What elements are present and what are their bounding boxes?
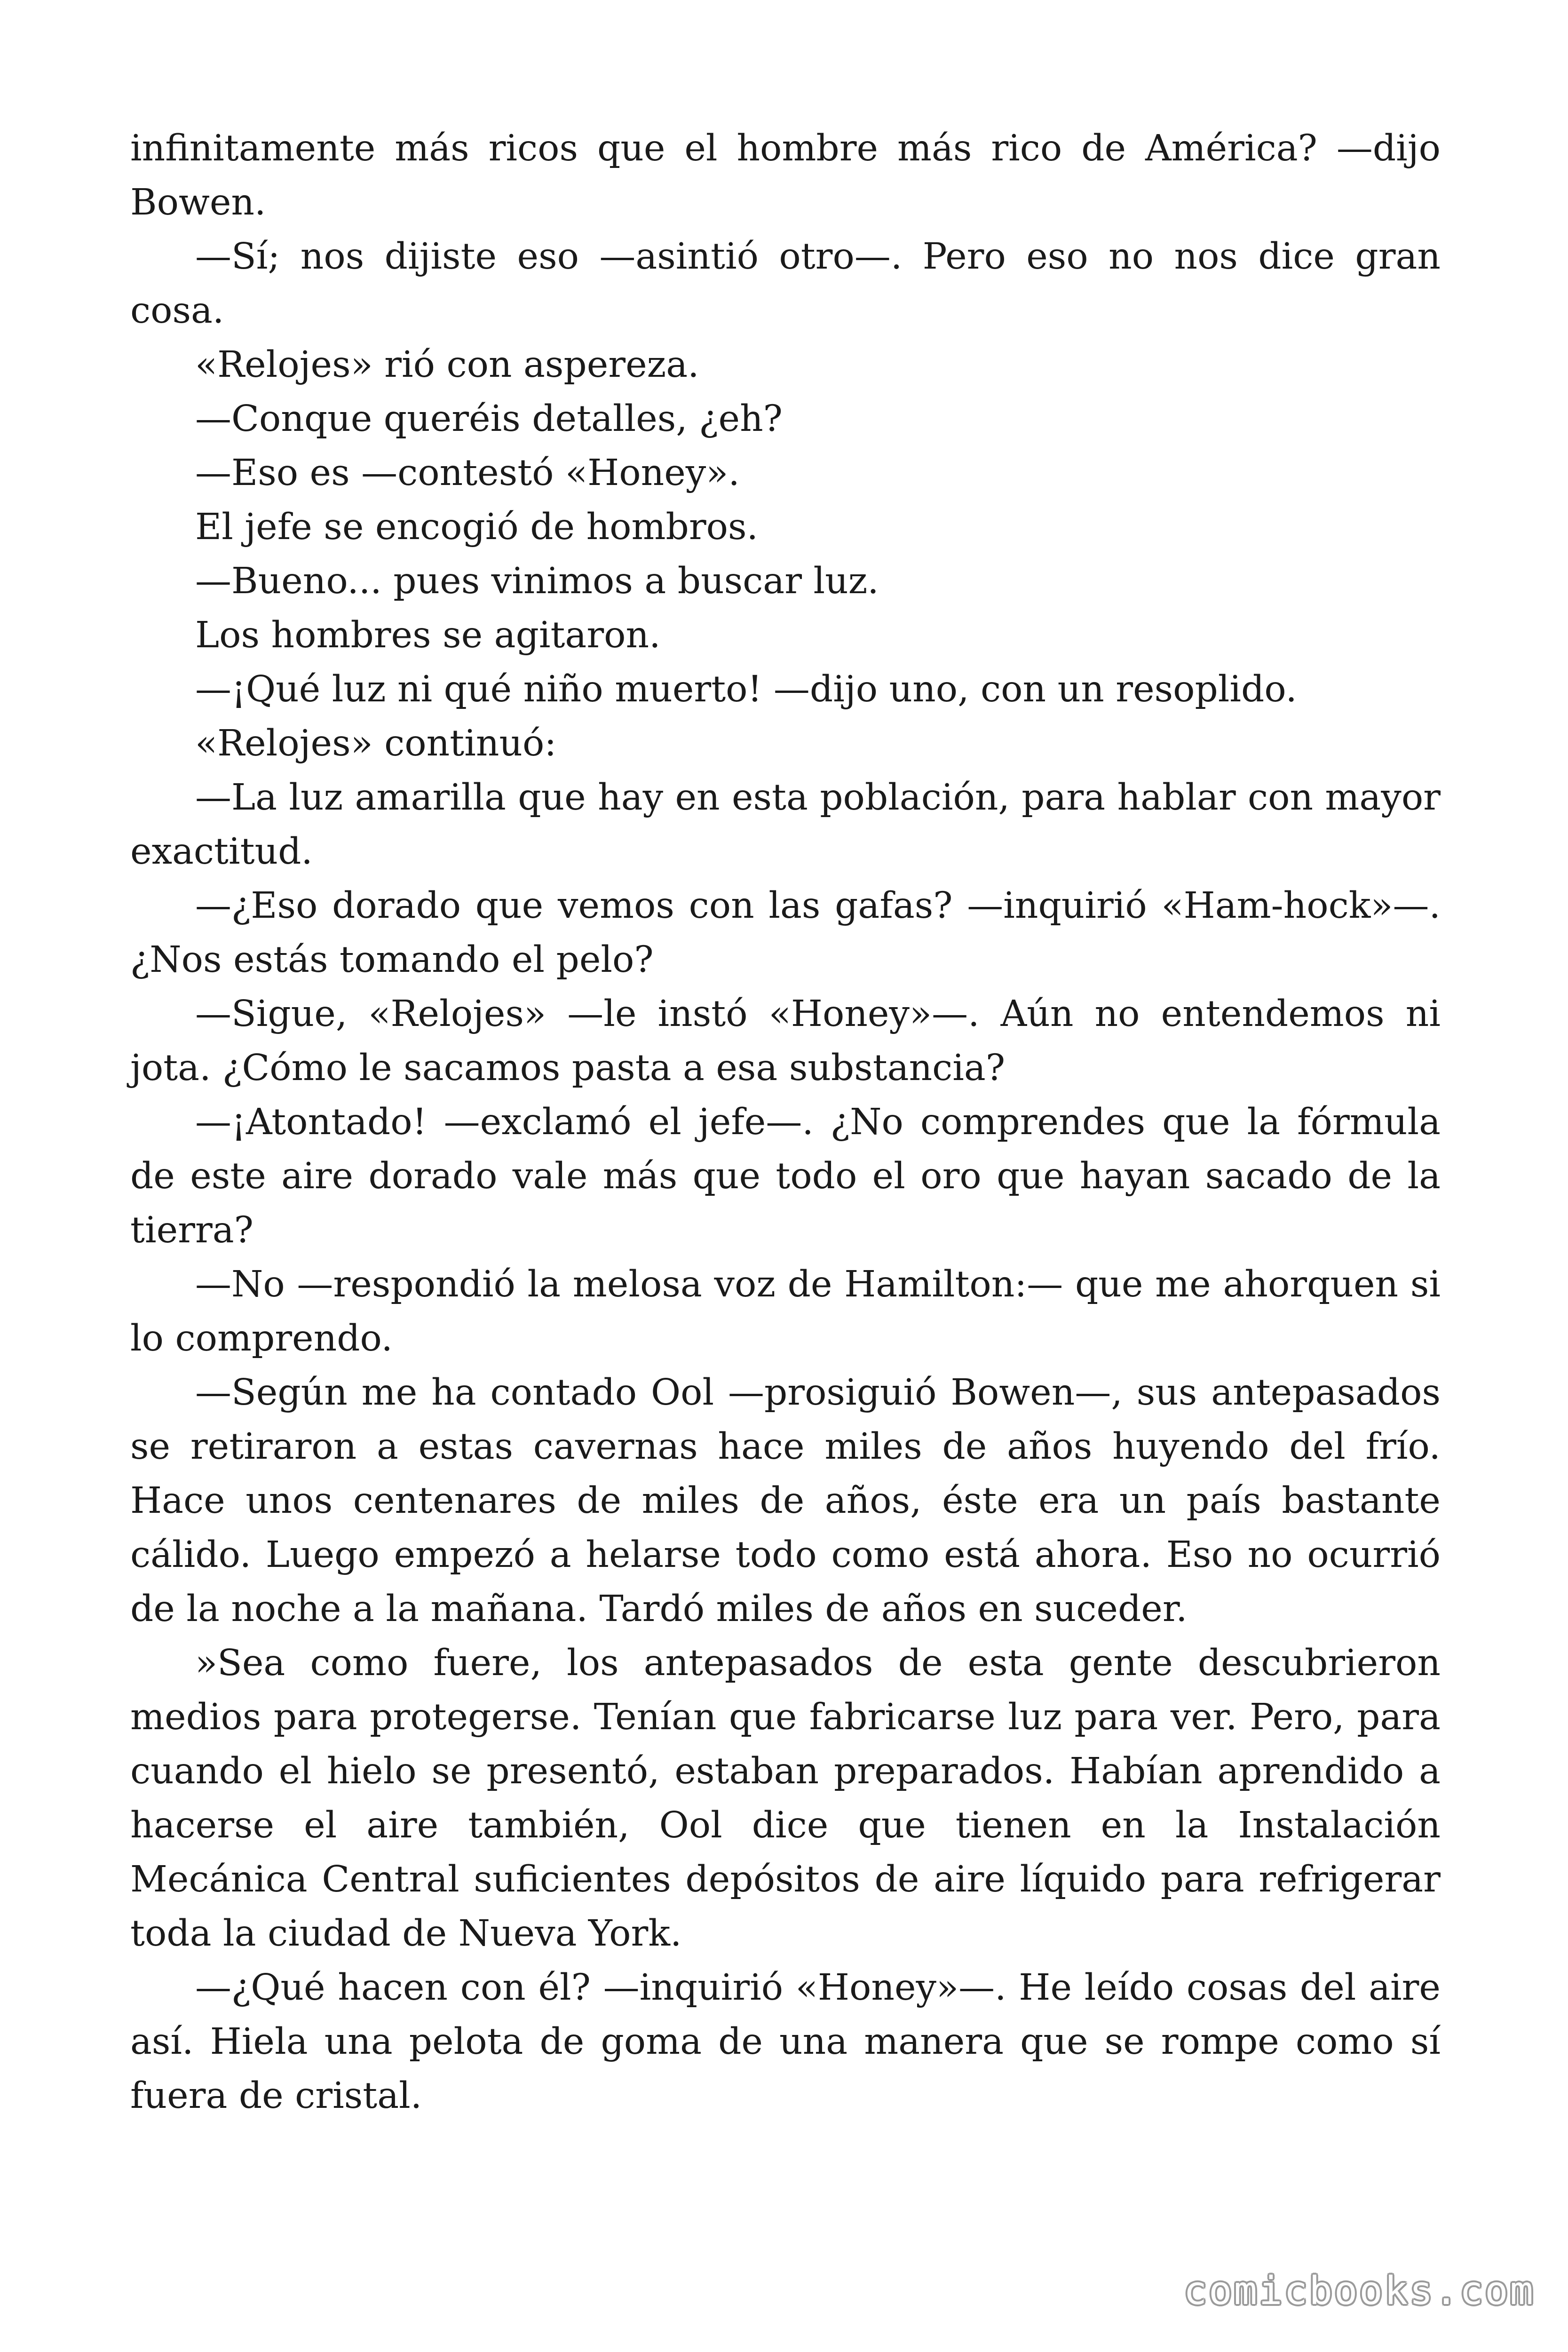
paragraph: —Según me ha contado Ool —prosiguió Bowen—, sus antepasados se retiraron a estas cavernas hace miles de años huyendo del frío. Hace unos centenares de miles de años, éste era un país bastante cálido. Luego empezó a helarse todo como está ahora. Eso no ocurrió de la noche a la mañana. Tardó miles de años en suceder. bbox=[130, 1372, 1441, 1630]
watermark: comicbooks.com bbox=[1183, 2269, 1535, 2313]
paragraph: El jefe se encogió de hombros. bbox=[195, 506, 758, 548]
paragraph: —¡Qué luz ni qué niño muerto! —dijo uno, con un resoplido. bbox=[195, 668, 1297, 710]
paragraph: —¿Eso dorado que vemos con las gafas? —inquirió «Ham-hock»—. ¿Nos estás tomando el pelo? bbox=[130, 885, 1441, 981]
paragraph: —Sigue, «Relojes» —le instó «Honey»—. Aún no entendemos ni jota. ¿Cómo le sacamos pasta a esa substancia? bbox=[130, 993, 1441, 1089]
paragraph: »Sea como fuere, los antepasados de esta gente descubrieron medios para protegerse. Tenían que fabricarse luz para ver. Pero, para cuando el hielo se presentó, estaban preparados. Habían aprendido a hacerse el aire también, Ool dice que tienen en la Instalación Mecánica Central suficientes depósitos de aire líquido para refrigerar toda la ciudad de Nueva York. bbox=[130, 1642, 1441, 1955]
paragraph: —¡Atontado! —exclamó el jefe—. ¿No comprendes que la fórmula de este aire dorado vale más que todo el oro que hayan sacado de la tierra? bbox=[130, 1101, 1441, 1251]
paragraph: —Bueno... pues vinimos a buscar luz. bbox=[195, 560, 879, 602]
paragraph: —No —respondió la melosa voz de Hamilton:— que me ahorquen si lo comprendo. bbox=[130, 1263, 1441, 1359]
paragraph: Los hombres se agitaron. bbox=[195, 614, 661, 656]
paragraph: —Sí; nos dijiste eso —asintió otro—. Pero eso no nos dice gran cosa. bbox=[130, 236, 1441, 332]
body-text bbox=[130, 121, 1441, 2123]
paragraph: —Eso es —contestó «Honey». bbox=[195, 452, 740, 494]
paragraph: —La luz amarilla que hay en esta población, para hablar con mayor exactitud. bbox=[130, 777, 1441, 873]
paragraph: —¿Qué hacen con él? —inquirió «Honey»—. He leído cosas del aire así. Hiela una pelota de goma de una manera que se rompe como sí fuera de cristal. bbox=[130, 1967, 1441, 2117]
paragraph: «Relojes» rió con aspereza. bbox=[195, 344, 699, 386]
paragraph: «Relojes» continuó: bbox=[195, 723, 557, 764]
paragraph: —Conque queréis detalles, ¿eh? bbox=[195, 398, 783, 440]
paragraph: infinitamente más ricos que el hombre más rico de América? —dijo Bowen. bbox=[130, 127, 1441, 223]
